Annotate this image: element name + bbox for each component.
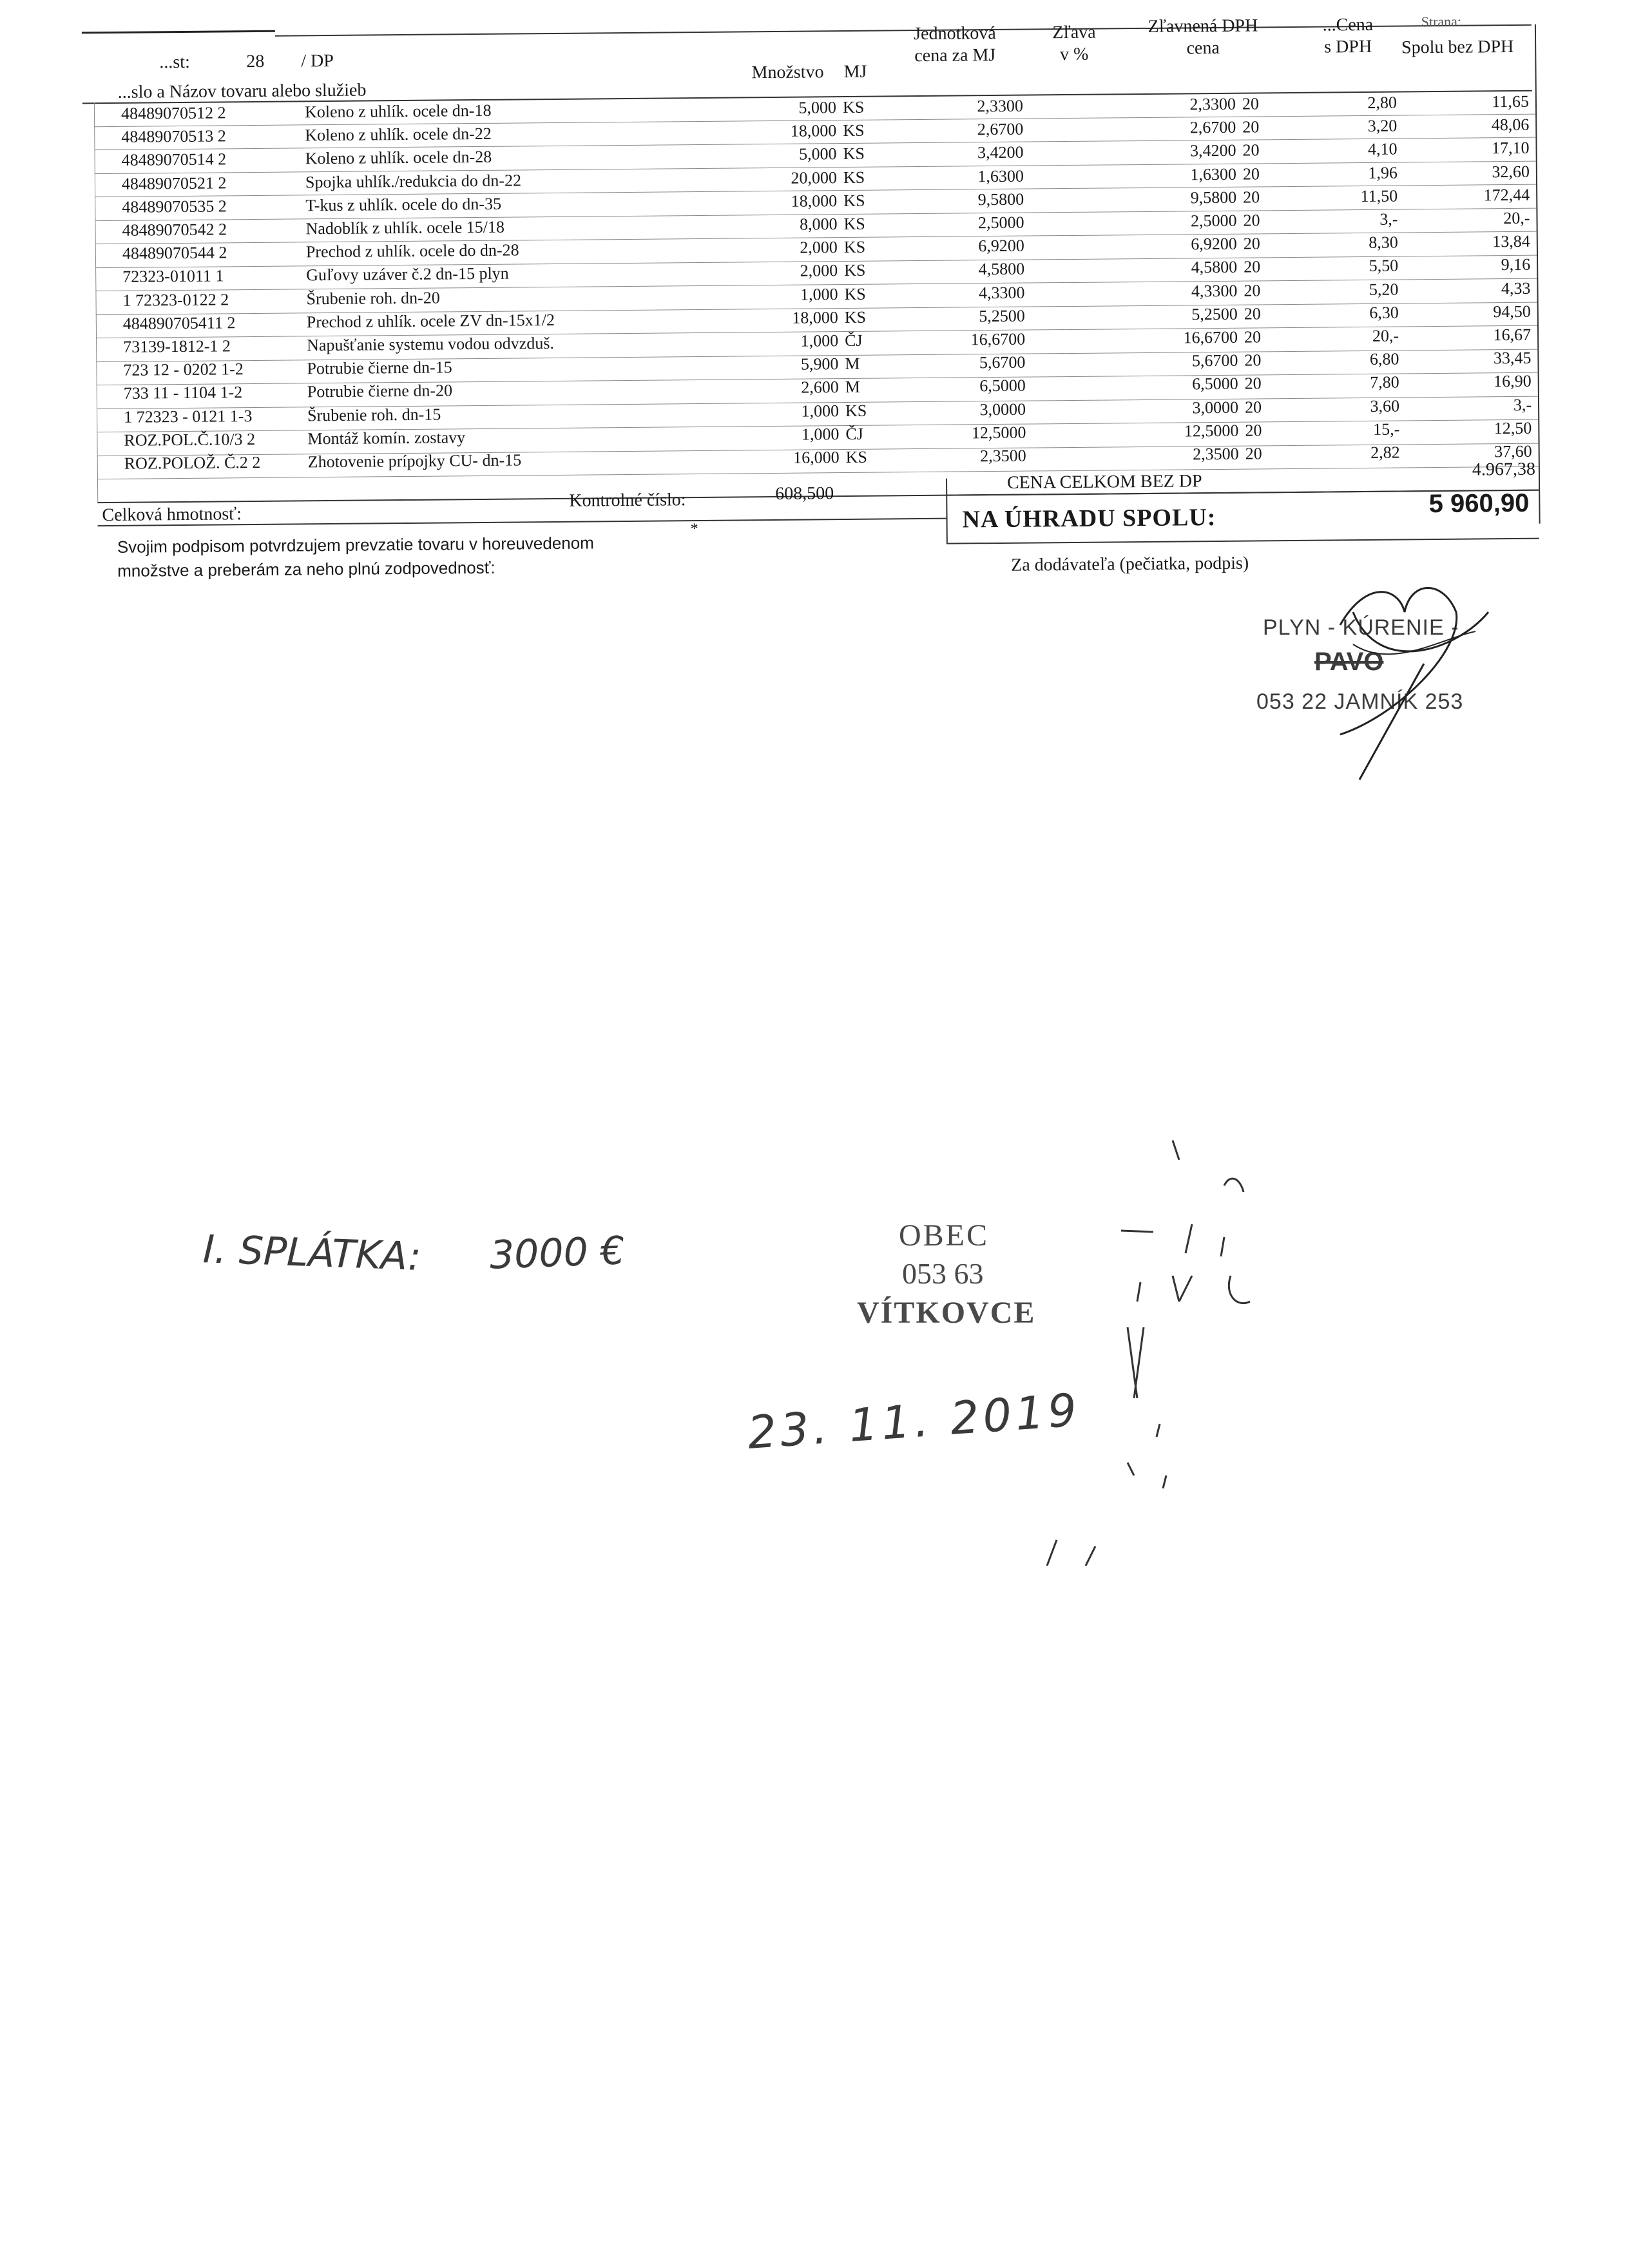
header-unit-price: Jednotková cena za MJ [914, 23, 996, 66]
item-discounted-price: 2,3300 [1189, 94, 1236, 114]
summary-divider-line [946, 479, 948, 543]
item-name: Spojka uhlík./redukcia do dn-22 [305, 171, 522, 191]
handwritten-date: 23. 11. 2019 [745, 1383, 1082, 1459]
item-unit-price: 3,4200 [977, 142, 1024, 162]
item-unit: KS [843, 191, 865, 210]
item-total-without-vat: 20,- [1503, 208, 1530, 228]
item-vat-rate: 20 [1244, 374, 1262, 394]
item-unit-price: 16,6700 [970, 329, 1026, 349]
item-quantity: 5,000 [798, 144, 837, 164]
item-quantity: 1,000 [801, 401, 840, 421]
item-discounted-price: 2,3500 [1193, 444, 1239, 464]
item-price-with-vat: 2,80 [1367, 93, 1398, 112]
item-price-with-vat: 1,96 [1368, 163, 1398, 182]
supplier-signature-scribble [1263, 573, 1559, 786]
item-total-without-vat: 48,06 [1491, 115, 1530, 135]
item-quantity: 2,000 [800, 261, 838, 281]
item-discounted-price: 5,2500 [1191, 304, 1238, 324]
item-code: 48489070542 2 [122, 220, 227, 240]
item-price-with-vat: 7,80 [1370, 372, 1399, 392]
item-price-with-vat: 20,- [1372, 326, 1399, 345]
handwritten-installment-amount: 3000 € [488, 1228, 626, 1278]
item-quantity: 8,000 [799, 215, 838, 234]
item-unit-price: 1,6300 [977, 166, 1024, 186]
item-discounted-price: 5,6700 [1191, 351, 1238, 370]
item-price-with-vat: 2,82 [1370, 443, 1400, 462]
item-quantity: 20,000 [791, 168, 838, 187]
supplier-stamp-line-1: PLYN - KÚRENIE - [1263, 615, 1459, 640]
item-quantity: 2,600 [801, 378, 839, 398]
item-unit-price: 2,6700 [977, 119, 1024, 139]
item-price-with-vat: 8,30 [1369, 233, 1398, 253]
item-quantity: 16,000 [793, 448, 840, 467]
item-code: 48489070512 2 [120, 103, 226, 123]
municipality-stamp-line-1: OBEC [899, 1218, 990, 1253]
item-total-without-vat: 11,65 [1492, 91, 1530, 111]
item-price-with-vat: 11,50 [1360, 186, 1398, 206]
item-vat-rate: 20 [1243, 211, 1260, 230]
item-vat-rate: 20 [1243, 234, 1260, 253]
item-quantity: 5,000 [798, 98, 837, 117]
item-name: T-kus z uhlík. ocele do dn-35 [305, 194, 502, 215]
weight-label: Celková hmotnosť: [102, 504, 242, 526]
header-total-without-vat: Spolu bez DPH [1401, 36, 1514, 58]
item-unit: KS [845, 401, 867, 420]
supplier-stamp-line-2: PAVO [1314, 648, 1384, 676]
list-number: 28 [246, 51, 265, 72]
item-name: Guľovy uzáver č.2 dn-15 plyn [306, 264, 509, 285]
item-unit-price: 2,3500 [980, 446, 1026, 466]
item-unit: KS [844, 284, 866, 303]
item-total-without-vat: 12,50 [1494, 418, 1532, 438]
item-vat-rate: 20 [1242, 117, 1260, 137]
total-without-vat-value: 4.967,38 [1472, 459, 1536, 480]
header-discounted-price: Zľavnená DPH cena [1148, 15, 1258, 59]
item-code: 72323-01011 1 [122, 266, 224, 287]
item-discounted-price: 1,6300 [1190, 164, 1237, 184]
item-price-with-vat: 6,30 [1369, 303, 1399, 322]
item-vat-rate: 20 [1244, 280, 1261, 300]
item-total-without-vat: 172,44 [1483, 185, 1530, 205]
item-vat-rate: 20 [1244, 397, 1262, 417]
item-vat-rate: 20 [1242, 140, 1260, 160]
item-code: 48489070544 2 [122, 243, 227, 264]
item-code: 48489070521 2 [121, 173, 227, 193]
confirmation-line-2: množstve a preberám za neho plnú zodpovednosť: [117, 557, 495, 581]
table-left-line [94, 102, 98, 502]
municipality-stamp-line-2: 053 63 [902, 1257, 984, 1290]
asterisk-mark: * [690, 521, 698, 538]
item-discounted-price: 2,5000 [1190, 211, 1237, 231]
item-unit: KS [843, 120, 865, 140]
item-quantity: 1,000 [800, 284, 838, 304]
item-unit: M [845, 354, 860, 374]
item-name: Šrubenie roh. dn-15 [307, 405, 441, 425]
total-box-bottom [946, 538, 1539, 544]
item-name: Napušťanie systemu vodou odvzduš. [307, 333, 555, 355]
item-unit: KS [844, 261, 866, 280]
item-quantity: 1,000 [801, 424, 840, 444]
item-code: ROZ.POLOŽ. Č.2 2 [124, 452, 261, 473]
item-price-with-vat: 3,- [1379, 209, 1398, 229]
item-name: Potrubie čierne dn-20 [307, 381, 453, 401]
item-unit: KS [843, 144, 865, 164]
total-without-vat-label: CENA CELKOM BEZ DP [1006, 471, 1202, 493]
item-total-without-vat: 37,60 [1494, 441, 1532, 461]
top-edge-line [82, 30, 275, 34]
item-vat-rate: 20 [1244, 257, 1261, 277]
header-page-label: Strana: [1421, 13, 1462, 30]
item-name: Montáž komín. zostavy [307, 427, 466, 448]
item-unit-price: 5,2500 [979, 306, 1025, 326]
supplier-stamp-line-3: 053 22 JAMNÍK 253 [1256, 689, 1464, 714]
item-unit-price: 4,3300 [978, 283, 1025, 302]
header-quantity: Množstvo [751, 62, 824, 83]
item-discounted-price: 16,6700 [1183, 327, 1238, 347]
item-discounted-price: 3,0000 [1192, 398, 1239, 417]
item-unit-price: 6,9200 [978, 236, 1024, 256]
item-price-with-vat: 15,- [1373, 419, 1400, 439]
item-name: Koleno z uhlík. ocele dn-22 [305, 124, 492, 145]
item-vat-rate: 20 [1242, 164, 1260, 184]
item-name: Prechod z uhlík. ocele ZV dn-15x1/2 [306, 310, 555, 332]
header-code-name: ...slo a Názov tovaru alebo služieb [117, 80, 367, 102]
header-price-with-vat: ...Cena s DPH [1322, 14, 1374, 57]
item-quantity: 5,900 [800, 354, 839, 374]
item-unit-price: 6,5000 [979, 376, 1026, 396]
item-unit-price: 2,5000 [977, 213, 1024, 233]
item-discounted-price: 9,5800 [1190, 187, 1237, 207]
item-vat-rate: 20 [1242, 94, 1260, 113]
municipality-stamp-line-3: VÍTKOVCE [857, 1296, 1036, 1330]
item-name: Koleno z uhlík. ocele dn-28 [305, 148, 492, 168]
item-unit: KS [843, 237, 866, 257]
item-total-without-vat: 16,90 [1494, 372, 1532, 391]
item-total-without-vat: 16,67 [1493, 325, 1532, 345]
item-discounted-price: 12,5000 [1184, 421, 1239, 441]
item-total-without-vat: 4,33 [1501, 278, 1531, 298]
item-unit: M [845, 378, 861, 397]
item-code: 723 12 - 0202 1-2 [123, 360, 244, 380]
control-number-label: Kontrolné číslo: [569, 490, 686, 511]
item-price-with-vat: 4,10 [1367, 139, 1398, 159]
item-total-without-vat: 9,16 [1501, 255, 1531, 274]
item-unit-price: 3,0000 [979, 399, 1026, 419]
item-name: Šrubenie roh. dn-20 [306, 288, 440, 308]
amount-to-pay-value: 5 960,90 [1428, 488, 1530, 519]
item-code: 73139-1812-1 2 [123, 336, 231, 356]
item-unit-price: 2,3300 [977, 96, 1024, 116]
item-total-without-vat: 33,45 [1493, 348, 1532, 368]
item-unit-price: 4,5800 [978, 259, 1025, 279]
item-quantity: 1,000 [800, 331, 839, 351]
item-vat-rate: 20 [1244, 351, 1262, 370]
item-code: 48489070535 2 [122, 197, 227, 216]
item-code: 1 72323-0122 2 [122, 289, 229, 310]
control-number-value: 608,500 [775, 483, 834, 504]
item-unit: KS [844, 307, 867, 327]
item-total-without-vat: 13,84 [1492, 231, 1530, 251]
item-discounted-price: 3,4200 [1189, 141, 1236, 160]
municipality-stamp-marks [979, 1128, 1302, 1579]
item-unit-price: 12,5000 [971, 423, 1026, 443]
item-price-with-vat: 3,20 [1367, 116, 1398, 136]
item-vat-rate: 20 [1244, 327, 1262, 347]
confirmation-line-1: Svojim podpisom potvrdzujem prevzatie tovaru v horeuvedenom [117, 533, 594, 557]
item-unit: KS [843, 168, 865, 187]
item-total-without-vat: 32,60 [1492, 162, 1530, 181]
dp-label: / DP [301, 50, 334, 72]
item-quantity: 18,000 [791, 191, 838, 211]
item-code: 48489070514 2 [121, 149, 227, 170]
item-unit: ČJ [844, 331, 863, 351]
item-price-with-vat: 5,50 [1369, 256, 1399, 276]
item-quantity: 18,000 [792, 307, 838, 327]
item-code: ROZ.POL.Č.10/3 2 [124, 429, 256, 450]
item-code: 48489070513 2 [121, 126, 226, 147]
item-discounted-price: 6,5000 [1192, 374, 1238, 394]
item-quantity: 2,000 [800, 238, 838, 257]
item-name: Koleno z uhlík. ocele dn-18 [304, 101, 492, 122]
item-unit: KS [842, 97, 865, 117]
item-unit: ČJ [845, 424, 863, 443]
item-code: 1 72323 - 0121 1-3 [123, 406, 253, 427]
item-price-with-vat: 5,20 [1369, 280, 1399, 299]
item-discounted-price: 2,6700 [1189, 117, 1236, 137]
item-price-with-vat: 3,60 [1370, 396, 1400, 416]
header-unit: MJ [843, 61, 867, 82]
item-name: Zhotovenie prípojky CU- dn-15 [307, 450, 522, 472]
table-right-line [1535, 24, 1541, 524]
item-name: Prechod z uhlík. ocele do dn-28 [305, 240, 519, 262]
handwritten-installment-label: I. SPLÁTKA: [202, 1227, 422, 1280]
item-total-without-vat: 17,10 [1491, 139, 1530, 158]
item-vat-rate: 20 [1243, 187, 1260, 207]
item-discounted-price: 6,9200 [1191, 234, 1237, 254]
item-unit-price: 9,5800 [977, 189, 1024, 209]
item-code: 484890705411 2 [122, 313, 236, 333]
item-unit: KS [845, 447, 868, 467]
supplier-signature-label: Za dodávateľa (pečiatka, podpis) [1011, 553, 1249, 575]
item-unit-price: 5,6700 [979, 352, 1026, 372]
item-name: Potrubie čierne dn-15 [307, 358, 452, 378]
item-price-with-vat: 6,80 [1369, 349, 1399, 369]
header-discount: Zľava v % [1052, 22, 1096, 65]
item-code: 733 11 - 1104 1-2 [123, 383, 243, 403]
item-name: Nadoblík z uhlík. ocele 15/18 [305, 217, 505, 238]
item-vat-rate: 20 [1245, 444, 1262, 463]
item-vat-rate: 20 [1245, 421, 1262, 440]
item-discounted-price: 4,3300 [1191, 281, 1238, 300]
item-total-without-vat: 94,50 [1493, 302, 1531, 322]
amount-to-pay-label: NA ÚHRADU SPOLU: [962, 504, 1216, 533]
item-quantity: 18,000 [790, 121, 837, 140]
item-total-without-vat: 3,- [1513, 395, 1532, 414]
list-number-label: ...st: [159, 52, 190, 73]
item-discounted-price: 4,5800 [1191, 258, 1238, 277]
item-unit: KS [843, 214, 865, 234]
item-vat-rate: 20 [1244, 304, 1261, 323]
